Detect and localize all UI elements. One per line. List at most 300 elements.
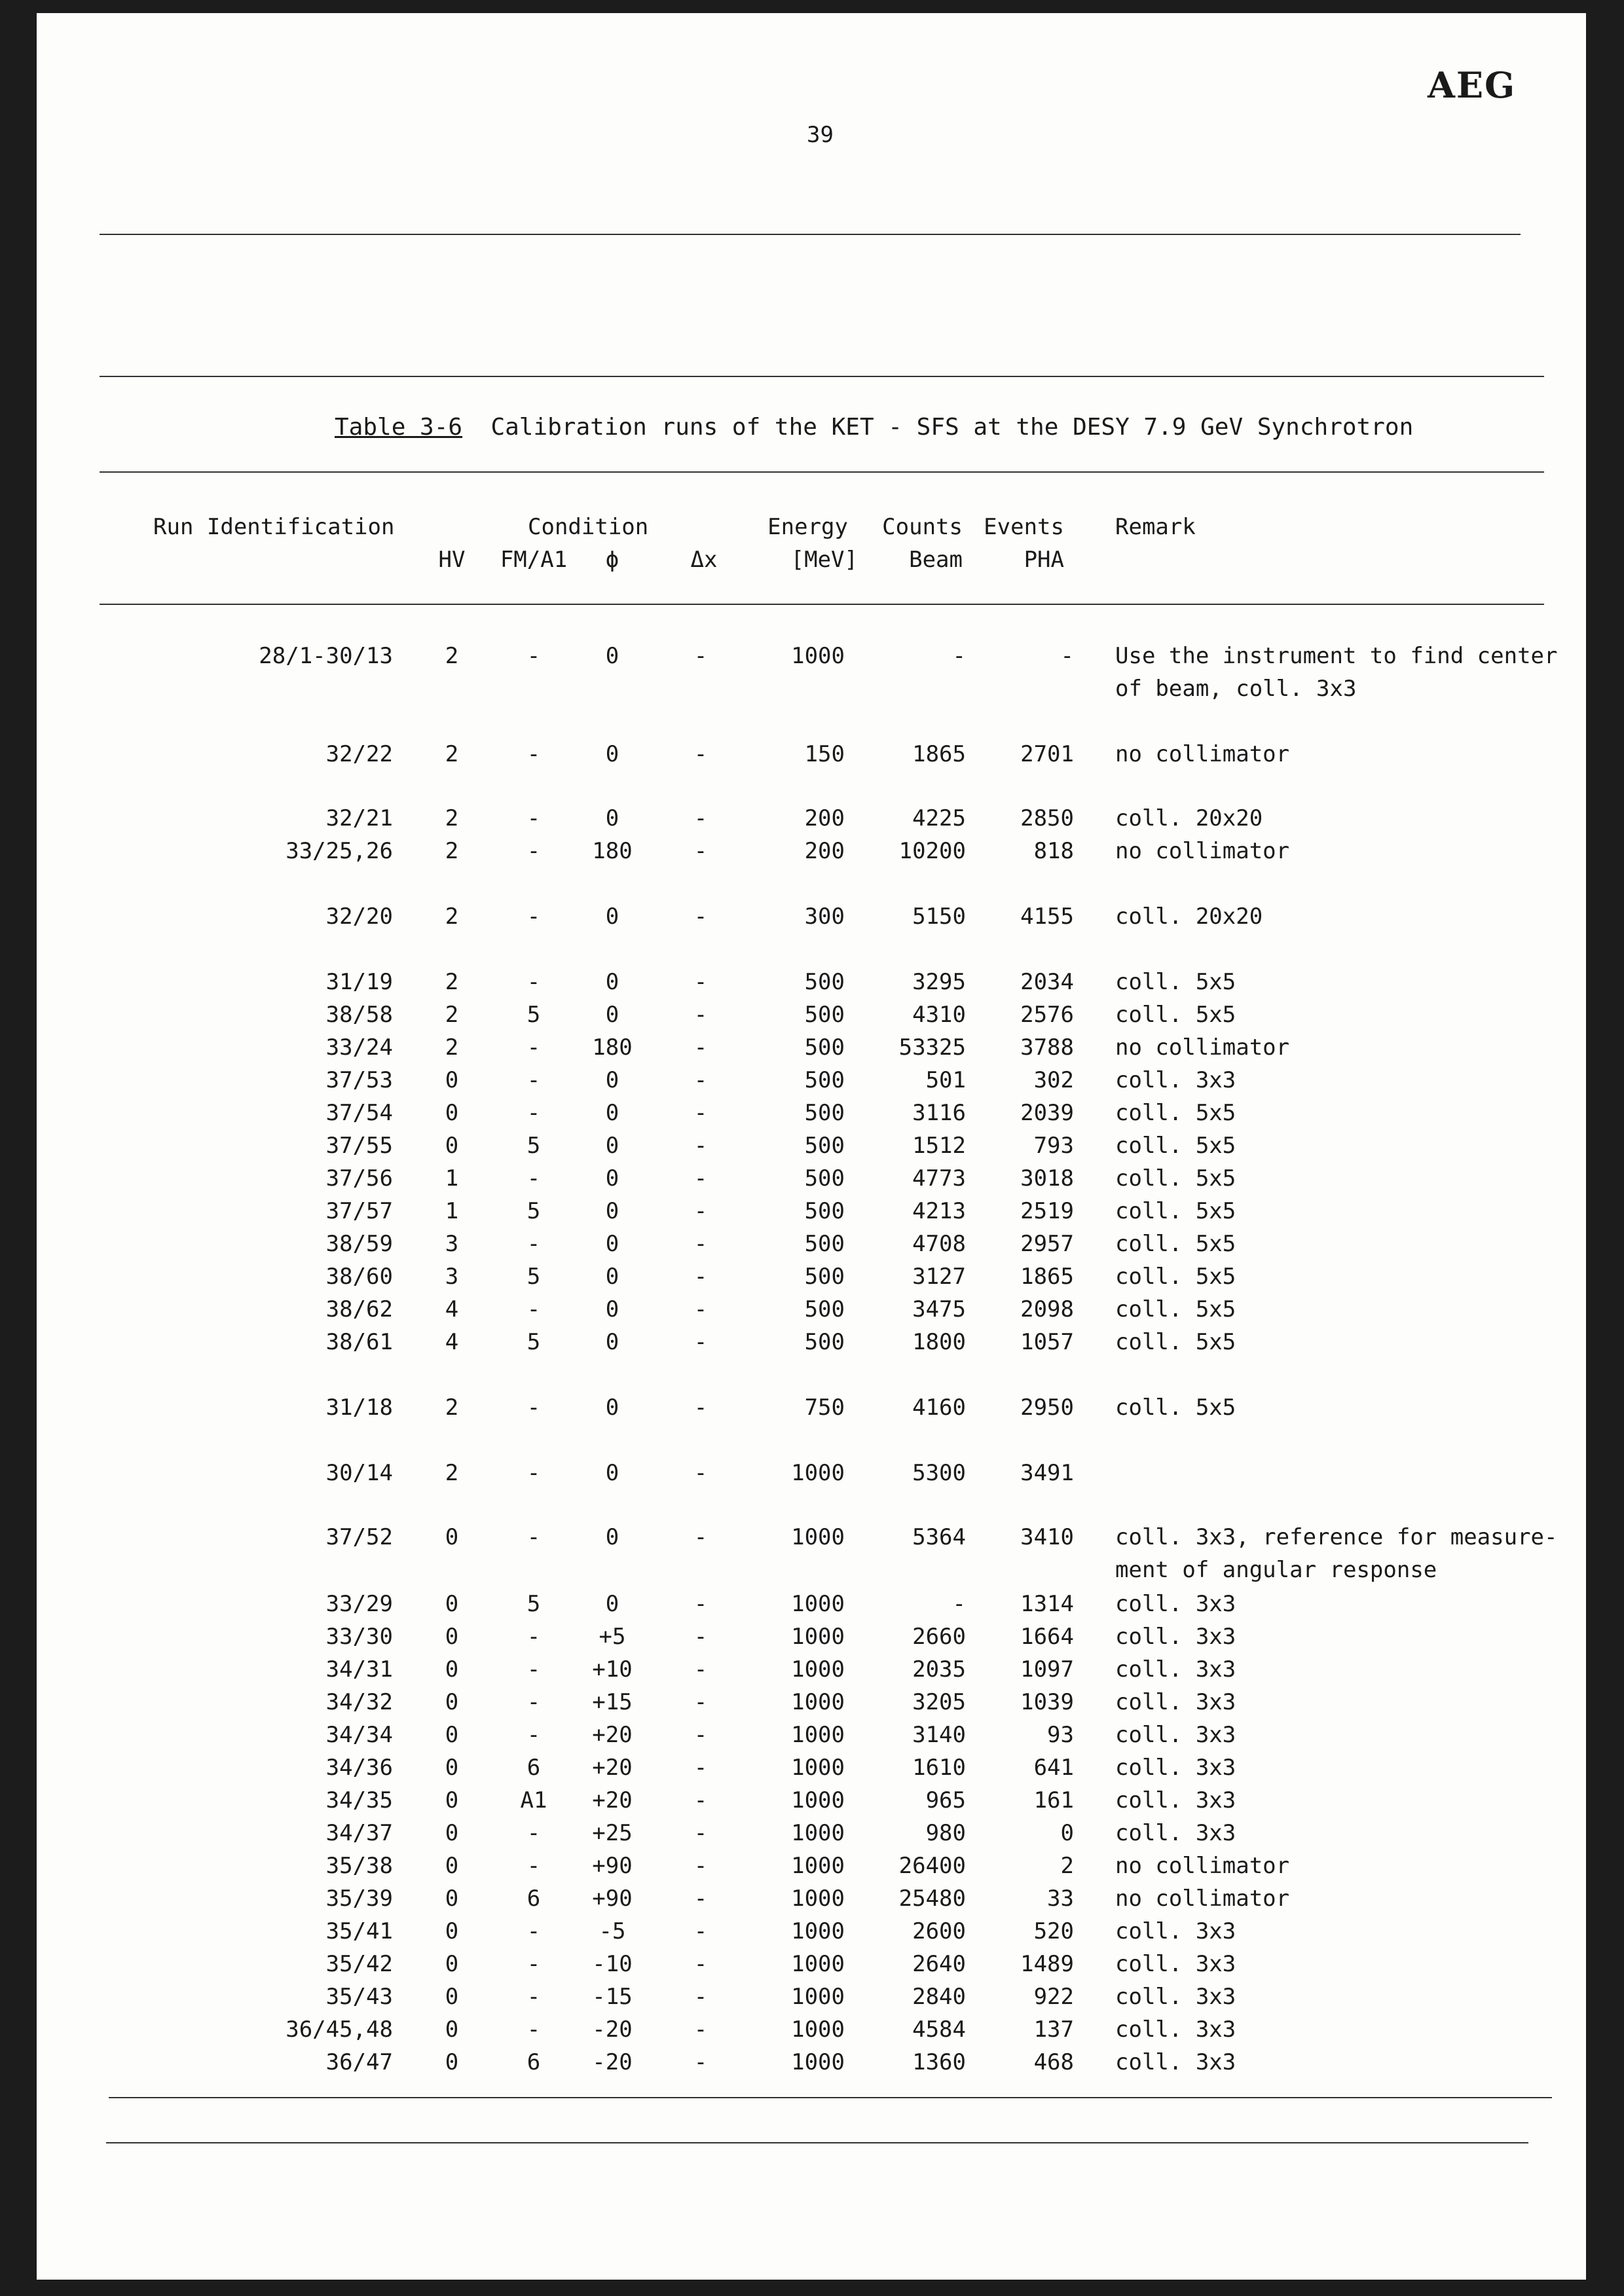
cell-remark: no collimator: [1115, 838, 1290, 864]
cell-run: 34/37: [325, 1820, 393, 1846]
cell-dx: -: [693, 1656, 708, 1683]
header-counts-2: Beam: [909, 547, 963, 573]
cell-fm: -: [526, 1918, 541, 1944]
cell-events: 3788: [1020, 1034, 1074, 1061]
cell-run: 34/35: [325, 1787, 393, 1813]
cell-hv: 0: [445, 1689, 459, 1715]
cell-hv: 0: [445, 1524, 459, 1550]
cell-run: 31/19: [325, 969, 393, 995]
cell-counts: 26400: [898, 1853, 966, 1879]
header-fm: FM/A1: [500, 547, 568, 573]
cell-fm: -: [526, 805, 541, 831]
cell-run: 37/56: [325, 1165, 393, 1192]
cell-hv: 2: [445, 1460, 459, 1486]
cell-dx: -: [693, 1918, 708, 1944]
cell-remark: coll. 3x3: [1115, 1591, 1236, 1617]
cell-run: 32/21: [325, 805, 393, 831]
cell-fm: -: [526, 1722, 541, 1748]
cell-fm: -: [526, 1394, 541, 1421]
cell-energy: 1000: [791, 1656, 845, 1683]
header-dx: Δx: [690, 547, 718, 573]
cell-fm: A1: [520, 1787, 547, 1813]
cell-phi: +25: [592, 1820, 633, 1846]
cell-run: 37/54: [325, 1100, 393, 1126]
cell-energy: 1000: [791, 1951, 845, 1977]
cell-energy: 750: [804, 1394, 845, 1421]
cell-events: 1489: [1020, 1951, 1074, 1977]
cell-remark: coll. 3x3: [1115, 2016, 1236, 2043]
cell-energy: 1000: [791, 1624, 845, 1650]
cell-counts: 5364: [912, 1524, 966, 1550]
cell-energy: 1000: [791, 1460, 845, 1486]
cell-remark: coll. 20x20: [1115, 903, 1263, 930]
cell-energy: 1000: [791, 1984, 845, 2010]
cell-fm: -: [526, 1231, 541, 1257]
cell-run: 36/47: [325, 2049, 393, 2075]
cell-fm: -: [526, 838, 541, 864]
cell-dx: -: [693, 1296, 708, 1322]
cell-counts: 10200: [898, 838, 966, 864]
rule-bottom-1: [109, 2097, 1552, 2098]
cell-remark: coll. 3x3: [1115, 1624, 1236, 1650]
cell-fm: -: [526, 1624, 541, 1650]
cell-counts: -: [952, 643, 966, 669]
cell-dx: -: [693, 1231, 708, 1257]
table-caption: [335, 414, 1413, 441]
cell-dx: -: [693, 1198, 708, 1224]
cell-events: 1314: [1020, 1591, 1074, 1617]
cell-events: 3491: [1020, 1460, 1074, 1486]
cell-dx: -: [693, 2049, 708, 2075]
cell-counts: 53325: [898, 1034, 966, 1061]
cell-fm: -: [526, 1689, 541, 1715]
cell-hv: 4: [445, 1296, 459, 1322]
cell-remark: coll. 5x5: [1115, 1133, 1236, 1159]
cell-energy: 1000: [791, 2016, 845, 2043]
cell-fm: -: [526, 1951, 541, 1977]
cell-run: 38/61: [325, 1329, 393, 1355]
cell-run: 37/53: [325, 1067, 393, 1093]
cell-events: 793: [1033, 1133, 1074, 1159]
cell-phi: +15: [592, 1689, 633, 1715]
cell-energy: 1000: [791, 1722, 845, 1748]
cell-remark: coll. 3x3, reference for measure-: [1115, 1524, 1558, 1550]
cell-remark: coll. 3x3: [1115, 1656, 1236, 1683]
cell-fm: 6: [526, 1886, 541, 1912]
cell-dx: -: [693, 1100, 708, 1126]
cell-energy: 150: [804, 741, 845, 767]
cell-energy: 500: [804, 1264, 845, 1290]
cell-phi: 0: [605, 1394, 619, 1421]
cell-run: 34/36: [325, 1755, 393, 1781]
cell-fm: 5: [526, 1133, 541, 1159]
cell-remark: coll. 3x3: [1115, 1918, 1236, 1944]
cell-phi: -10: [592, 1951, 633, 1977]
cell-run: 38/62: [325, 1296, 393, 1322]
cell-counts: 2600: [912, 1918, 966, 1944]
cell-hv: 2: [445, 805, 459, 831]
cell-fm: -: [526, 903, 541, 930]
cell-fm: -: [526, 2016, 541, 2043]
cell-energy: 1000: [791, 1820, 845, 1846]
cell-dx: -: [693, 1264, 708, 1290]
cell-remark: coll. 5x5: [1115, 969, 1236, 995]
cell-fm: -: [526, 1296, 541, 1322]
cell-phi: 0: [605, 903, 619, 930]
cell-counts: 4213: [912, 1198, 966, 1224]
cell-events: 1865: [1020, 1264, 1074, 1290]
cell-dx: -: [693, 969, 708, 995]
cell-run: 32/20: [325, 903, 393, 930]
cell-phi: +90: [592, 1853, 633, 1879]
cell-events: 3410: [1020, 1524, 1074, 1550]
cell-energy: 500: [804, 969, 845, 995]
cell-counts: 501: [925, 1067, 966, 1093]
cell-run: 35/38: [325, 1853, 393, 1879]
cell-counts: 2840: [912, 1984, 966, 2010]
cell-hv: 0: [445, 1067, 459, 1093]
cell-phi: 0: [605, 1296, 619, 1322]
cell-energy: 1000: [791, 1886, 845, 1912]
cell-counts: 5300: [912, 1460, 966, 1486]
cell-hv: 3: [445, 1264, 459, 1290]
cell-hv: 0: [445, 1918, 459, 1944]
cell-dx: -: [693, 1722, 708, 1748]
cell-energy: 1000: [791, 1787, 845, 1813]
cell-phi: -5: [599, 1918, 626, 1944]
cell-dx: -: [693, 1524, 708, 1550]
cell-remark: no collimator: [1115, 1034, 1290, 1061]
cell-phi: +20: [592, 1722, 633, 1748]
cell-events: 2519: [1020, 1198, 1074, 1224]
cell-events: 1097: [1020, 1656, 1074, 1683]
cell-counts: 1512: [912, 1133, 966, 1159]
cell-counts: -: [952, 1591, 966, 1617]
cell-hv: 0: [445, 1133, 459, 1159]
cell-run: 38/60: [325, 1264, 393, 1290]
cell-fm: 6: [526, 2049, 541, 2075]
cell-fm: -: [526, 1984, 541, 2010]
cell-run: 33/25,26: [286, 838, 393, 864]
cell-remark: coll. 3x3: [1115, 1984, 1236, 2010]
cell-dx: -: [693, 1002, 708, 1028]
cell-phi: -20: [592, 2016, 633, 2043]
cell-energy: 1000: [791, 1689, 845, 1715]
cell-remark: coll. 3x3: [1115, 2049, 1236, 2075]
cell-remark: no collimator: [1115, 741, 1290, 767]
cell-phi: 0: [605, 1100, 619, 1126]
page-number: 39: [807, 122, 834, 148]
cell-phi: 0: [605, 1329, 619, 1355]
cell-run: 35/43: [325, 1984, 393, 2010]
header-counts-1: Counts: [882, 514, 963, 540]
cell-counts: 4225: [912, 805, 966, 831]
cell-fm: 5: [526, 1264, 541, 1290]
cell-energy: 500: [804, 1133, 845, 1159]
rule-below-caption: [100, 471, 1544, 473]
cell-hv: 2: [445, 1002, 459, 1028]
cell-events: 0: [1060, 1820, 1074, 1846]
cell-hv: 2: [445, 1394, 459, 1421]
cell-dx: -: [693, 1329, 708, 1355]
cell-hv: 0: [445, 1656, 459, 1683]
cell-energy: 500: [804, 1067, 845, 1093]
cell-remark: coll. 3x3: [1115, 1787, 1236, 1813]
cell-hv: 0: [445, 1624, 459, 1650]
cell-run: 32/22: [325, 741, 393, 767]
cell-dx: -: [693, 1624, 708, 1650]
cell-energy: 1000: [791, 1918, 845, 1944]
cell-fm: 6: [526, 1755, 541, 1781]
cell-events: 4155: [1020, 903, 1074, 930]
cell-fm: -: [526, 1820, 541, 1846]
cell-run: 33/24: [325, 1034, 393, 1061]
cell-run: 28/1-30/13: [259, 643, 393, 669]
header-run: Run Identification: [153, 514, 395, 540]
cell-hv: 0: [445, 1755, 459, 1781]
cell-hv: 1: [445, 1165, 459, 1192]
header-condition: Condition: [528, 514, 649, 540]
cell-hv: 1: [445, 1198, 459, 1224]
cell-dx: -: [693, 643, 708, 669]
cell-hv: 0: [445, 1951, 459, 1977]
cell-counts: 3475: [912, 1296, 966, 1322]
cell-remark: coll. 5x5: [1115, 1002, 1236, 1028]
cell-remark: no collimator: [1115, 1853, 1290, 1879]
cell-remark: coll. 5x5: [1115, 1296, 1236, 1322]
cell-events: 2039: [1020, 1100, 1074, 1126]
cell-events: 2701: [1020, 741, 1074, 767]
cell-remark: coll. 5x5: [1115, 1394, 1236, 1421]
cell-events: 2576: [1020, 1002, 1074, 1028]
cell-fm: -: [526, 969, 541, 995]
cell-energy: 200: [804, 805, 845, 831]
cell-dx: -: [693, 1820, 708, 1846]
cell-remark: coll. 5x5: [1115, 1165, 1236, 1192]
cell-hv: 0: [445, 2049, 459, 2075]
cell-dx: -: [693, 1067, 708, 1093]
cell-phi: 0: [605, 643, 619, 669]
cell-counts: 2640: [912, 1951, 966, 1977]
header-phi: ϕ: [605, 547, 619, 573]
cell-counts: 3295: [912, 969, 966, 995]
cell-phi: 0: [605, 1067, 619, 1093]
cell-fm: -: [526, 643, 541, 669]
cell-remark: coll. 5x5: [1115, 1264, 1236, 1290]
header-events-1: Events: [984, 514, 1064, 540]
cell-events: 161: [1033, 1787, 1074, 1813]
cell-dx: -: [693, 1853, 708, 1879]
cell-fm: -: [526, 1853, 541, 1879]
cell-dx: -: [693, 1951, 708, 1977]
cell-counts: 1360: [912, 2049, 966, 2075]
cell-counts: 965: [925, 1787, 966, 1813]
cell-events: 520: [1033, 1918, 1074, 1944]
cell-counts: 4773: [912, 1165, 966, 1192]
cell-remark: no collimator: [1115, 1886, 1290, 1912]
cell-remark: Use the instrument to find center: [1115, 643, 1558, 669]
cell-hv: 0: [445, 1722, 459, 1748]
cell-hv: 4: [445, 1329, 459, 1355]
cell-remark-continued: of beam, coll. 3x3: [1115, 676, 1357, 702]
cell-dx: -: [693, 1591, 708, 1617]
cell-remark: coll. 3x3: [1115, 1689, 1236, 1715]
cell-events: 1039: [1020, 1689, 1074, 1715]
cell-remark: coll. 3x3: [1115, 1755, 1236, 1781]
cell-remark: coll. 3x3: [1115, 1820, 1236, 1846]
cell-dx: -: [693, 1133, 708, 1159]
cell-dx: -: [693, 1984, 708, 2010]
cell-dx: -: [693, 1886, 708, 1912]
cell-counts: 2660: [912, 1624, 966, 1650]
cell-energy: 200: [804, 838, 845, 864]
cell-fm: 5: [526, 1329, 541, 1355]
cell-run: 38/58: [325, 1002, 393, 1028]
cell-hv: 2: [445, 838, 459, 864]
cell-fm: -: [526, 1034, 541, 1061]
cell-energy: 1000: [791, 2049, 845, 2075]
cell-counts: 5150: [912, 903, 966, 930]
cell-phi: 0: [605, 1231, 619, 1257]
cell-counts: 3116: [912, 1100, 966, 1126]
cell-events: 33: [1047, 1886, 1074, 1912]
cell-events: 2: [1060, 1853, 1074, 1879]
cell-phi: 0: [605, 969, 619, 995]
cell-energy: 500: [804, 1165, 845, 1192]
cell-energy: 500: [804, 1231, 845, 1257]
cell-phi: 0: [605, 805, 619, 831]
cell-counts: 2035: [912, 1656, 966, 1683]
cell-run: 35/39: [325, 1886, 393, 1912]
cell-remark: coll. 5x5: [1115, 1198, 1236, 1224]
table-caption-text: Calibration runs of the KET - SFS at the DESY 7.9 GeV Synchrotron: [490, 414, 1414, 441]
cell-counts: 3127: [912, 1264, 966, 1290]
cell-fm: 5: [526, 1198, 541, 1224]
cell-fm: -: [526, 1100, 541, 1126]
header-events-2: PHA: [1024, 547, 1064, 573]
cell-hv: 0: [445, 1886, 459, 1912]
header-remark: Remark: [1115, 514, 1196, 540]
cell-dx: -: [693, 1460, 708, 1486]
cell-events: 302: [1033, 1067, 1074, 1093]
cell-counts: 4160: [912, 1394, 966, 1421]
cell-dx: -: [693, 838, 708, 864]
cell-phi: 0: [605, 1198, 619, 1224]
cell-phi: -20: [592, 2049, 633, 2075]
cell-dx: -: [693, 1689, 708, 1715]
cell-remark: coll. 5x5: [1115, 1231, 1236, 1257]
cell-fm: -: [526, 1656, 541, 1683]
cell-phi: -15: [592, 1984, 633, 2010]
cell-dx: -: [693, 903, 708, 930]
cell-phi: 0: [605, 1591, 619, 1617]
aeg-logo: AEG: [1428, 64, 1517, 106]
cell-remark: coll. 20x20: [1115, 805, 1263, 831]
cell-dx: -: [693, 1787, 708, 1813]
cell-phi: +20: [592, 1787, 633, 1813]
cell-remark: coll. 5x5: [1115, 1329, 1236, 1355]
cell-phi: 0: [605, 1133, 619, 1159]
cell-dx: -: [693, 805, 708, 831]
cell-hv: 2: [445, 643, 459, 669]
cell-dx: -: [693, 1034, 708, 1061]
cell-events: 922: [1033, 1984, 1074, 2010]
cell-run: 34/32: [325, 1689, 393, 1715]
cell-fm: 5: [526, 1002, 541, 1028]
cell-counts: 980: [925, 1820, 966, 1846]
cell-dx: -: [693, 1755, 708, 1781]
cell-counts: 1610: [912, 1755, 966, 1781]
cell-energy: 1000: [791, 1524, 845, 1550]
cell-events: 468: [1033, 2049, 1074, 2075]
cell-energy: 1000: [791, 643, 845, 669]
cell-energy: 500: [804, 1002, 845, 1028]
cell-events: -: [1060, 643, 1074, 669]
cell-dx: -: [693, 1165, 708, 1192]
cell-run: 31/18: [325, 1394, 393, 1421]
cell-run: 37/57: [325, 1198, 393, 1224]
header-hv: HV: [438, 547, 466, 573]
cell-phi: 180: [592, 838, 633, 864]
cell-events: 93: [1047, 1722, 1074, 1748]
cell-phi: 0: [605, 1165, 619, 1192]
cell-run: 30/14: [325, 1460, 393, 1486]
cell-events: 137: [1033, 2016, 1074, 2043]
cell-phi: 0: [605, 1524, 619, 1550]
cell-counts: 4584: [912, 2016, 966, 2043]
cell-energy: 300: [804, 903, 845, 930]
cell-remark: coll. 5x5: [1115, 1100, 1236, 1126]
cell-phi: +5: [599, 1624, 626, 1650]
cell-counts: 25480: [898, 1886, 966, 1912]
cell-events: 2034: [1020, 969, 1074, 995]
cell-run: 36/45,48: [286, 2016, 393, 2043]
cell-events: 3018: [1020, 1165, 1074, 1192]
cell-dx: -: [693, 1394, 708, 1421]
cell-fm: -: [526, 1067, 541, 1093]
cell-counts: 1865: [912, 741, 966, 767]
cell-phi: 0: [605, 1002, 619, 1028]
cell-hv: 2: [445, 903, 459, 930]
cell-run: 37/55: [325, 1133, 393, 1159]
cell-run: 35/42: [325, 1951, 393, 1977]
cell-run: 33/29: [325, 1591, 393, 1617]
cell-energy: 500: [804, 1329, 845, 1355]
cell-dx: -: [693, 741, 708, 767]
cell-run: 35/41: [325, 1918, 393, 1944]
cell-events: 1057: [1020, 1329, 1074, 1355]
rule-top: [100, 234, 1521, 235]
cell-hv: 3: [445, 1231, 459, 1257]
cell-events: 2098: [1020, 1296, 1074, 1322]
cell-remark: coll. 3x3: [1115, 1722, 1236, 1748]
cell-phi: 0: [605, 741, 619, 767]
cell-run: 33/30: [325, 1624, 393, 1650]
cell-run: 37/52: [325, 1524, 393, 1550]
cell-dx: -: [693, 2016, 708, 2043]
cell-run: 38/59: [325, 1231, 393, 1257]
cell-phi: +90: [592, 1886, 633, 1912]
rule-below-header: [100, 604, 1544, 605]
cell-fm: -: [526, 1460, 541, 1486]
cell-events: 2950: [1020, 1394, 1074, 1421]
cell-hv: 0: [445, 1591, 459, 1617]
cell-hv: 0: [445, 1853, 459, 1879]
cell-hv: 2: [445, 1034, 459, 1061]
cell-remark: coll. 3x3: [1115, 1067, 1236, 1093]
cell-hv: 0: [445, 1984, 459, 2010]
cell-fm: -: [526, 741, 541, 767]
